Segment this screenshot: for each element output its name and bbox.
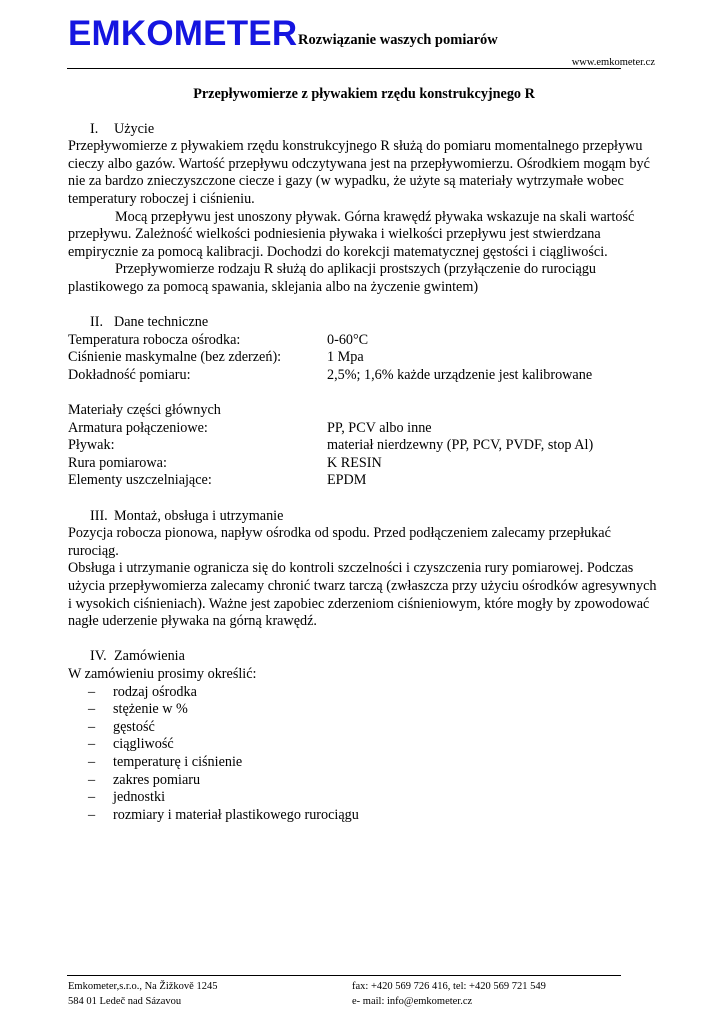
list-item-text: temperaturę i ciśnienie [113, 753, 243, 770]
spec-value: 0-60°C [327, 331, 369, 348]
list-item [68, 719, 660, 737]
section-2-heading [68, 314, 660, 332]
section-1-heading [68, 121, 660, 139]
section-number: III. [90, 507, 108, 524]
list-item-text: rodzaj ośrodka [113, 683, 197, 700]
material-label: Pływak: [68, 437, 115, 454]
list-item [68, 736, 660, 754]
spec-row [68, 349, 660, 367]
material-value: PP, PCV albo inne [327, 419, 432, 436]
spec-label: Dokładność pomiaru: [68, 366, 191, 383]
section-title: Montaż, obsługa i utrzymanie [114, 507, 284, 524]
footer-phone: fax: +420 569 726 416, tel: +420 569 721 549 [352, 981, 546, 992]
footer-city: 584 01 Ledeč nad Sázavou [68, 995, 182, 1007]
section-number: II. [90, 314, 103, 331]
spec-label: Temperatura robocza ośrodka: [68, 331, 241, 348]
footer-divider [67, 975, 621, 976]
spec-value: 2,5%; 1,6% każde urządzenie jest kalibrowane [327, 366, 593, 383]
spec-value: 1 Mpa [327, 349, 364, 366]
material-label: Armatura połączeniowe: [68, 419, 208, 436]
list-item-text: stężenie w % [113, 701, 188, 718]
footer-company: Emkometer,s.r.o., Na Žižkově 1245 [68, 981, 218, 992]
section-3-heading [68, 508, 660, 526]
dash-bullet: – [88, 789, 96, 806]
brand-logo: EMKOMETER [68, 14, 298, 53]
footer-email: e- mail: info@emkometer.cz [352, 995, 473, 1007]
material-row [68, 420, 660, 438]
spec-row [68, 367, 660, 385]
section-4-heading [68, 648, 660, 666]
section-title: Zamówienia [114, 648, 185, 665]
materials-heading: Materiały części głównych [68, 402, 221, 419]
paragraph: Przepływomierze z pływakiem rzędu konstrukcyjnego R służą do pomiaru momentalnego przepływu cieczy albo gazów. Wartość przepływu odczytywana jest na przepływomierzu. Ośrodkiem mogąm być nie za bardzo znieczyszczone ciecze i gazy (w wypadku, że użyte są materiały wytrzymałe wobec temperatury roboczej i ciśnieniu. [68, 138, 650, 207]
section-number: I. [90, 120, 99, 137]
material-row [68, 455, 660, 473]
list-item-text: ciągliwość [113, 736, 174, 753]
section-title: Dane techniczne [114, 314, 209, 331]
website-url: www.emkometer.cz [571, 57, 655, 68]
section-title: Użycie [114, 120, 155, 137]
list-item-text: zakres pomiaru [113, 771, 201, 788]
list-item [68, 754, 660, 772]
footer-address [68, 980, 217, 1009]
list-item [68, 684, 660, 702]
material-row [68, 472, 660, 490]
order-intro: W zamówieniu prosimy określić: [68, 666, 257, 682]
header-divider [67, 68, 621, 69]
spec-row [68, 332, 660, 350]
paragraph: Przepływomierze rodzaju R służą do aplikacji prostszych (przyłączenie do rurociągu plastikowego za pomocą spawania, sklejania albo na życzenie gwintem) [68, 261, 597, 295]
dash-bullet: – [88, 771, 96, 788]
order-list [68, 684, 660, 825]
dash-bullet: – [88, 701, 96, 718]
dash-bullet: – [88, 753, 96, 770]
footer-contact [352, 980, 546, 1009]
list-item-text: gęstość [113, 718, 155, 735]
list-item [68, 789, 660, 807]
list-item [68, 772, 660, 790]
dash-bullet: – [88, 683, 96, 700]
paragraph: Obsługa i utrzymanie ogranicza się do kontroli szczelności i czyszczenia rury pomiarowej. Podczas użycia przepływomierza zalecamy chronić twarz tarczą (zwłaszcza przy użyciu ośrodków agresywnych i wysokich ciśnieniach). Ważne jest zapobiec zderzeniom ciśnieniowym, które mogły by zpowodować nagłe uderzenie pływaka na górną krawędź. [68, 560, 657, 630]
material-row [68, 437, 660, 455]
dash-bullet: – [88, 718, 96, 735]
material-value: K RESIN [327, 454, 382, 471]
paragraph: Mocą przepływu jest unoszony pływak. Górna krawędź pływaka wskazuje na skali wartość przepływu. Zależność wielkości podniesienia pływaka i wielkości przepływu jest stwierdzana empirycznie za pomocą kalibracji. Dochodzi do korekcji matematycznej gęstości i ciągliwości. [68, 208, 635, 260]
document-title: Przepływomierze z pływakiem rzędu konstrukcyjnego R [193, 86, 535, 102]
spec-label: Ciśnienie maskymalne (bez zderzeń): [68, 349, 282, 366]
material-label: Elementy uszczelniające: [68, 472, 212, 489]
material-value: EPDM [327, 472, 367, 489]
list-item [68, 701, 660, 719]
material-value: materiał nierdzewny (PP, PCV, PVDF, stop Al) [327, 437, 594, 454]
section-number: IV. [90, 648, 107, 665]
material-label: Rura pomiarowa: [68, 454, 167, 471]
dash-bullet: – [88, 806, 96, 823]
paragraph: Pozycja robocza pionowa, napływ ośrodka od spodu. Przed podłączeniem zalecamy przepłukać rurociąg. [68, 525, 611, 559]
tagline: Rozwiązanie waszych pomiarów [298, 32, 498, 48]
document-body [68, 86, 660, 824]
list-item-text: jednostki [113, 789, 166, 806]
list-item-text: rozmiary i materiał plastikowego rurociągu [113, 806, 359, 823]
list-item [68, 807, 660, 825]
dash-bullet: – [88, 736, 96, 753]
